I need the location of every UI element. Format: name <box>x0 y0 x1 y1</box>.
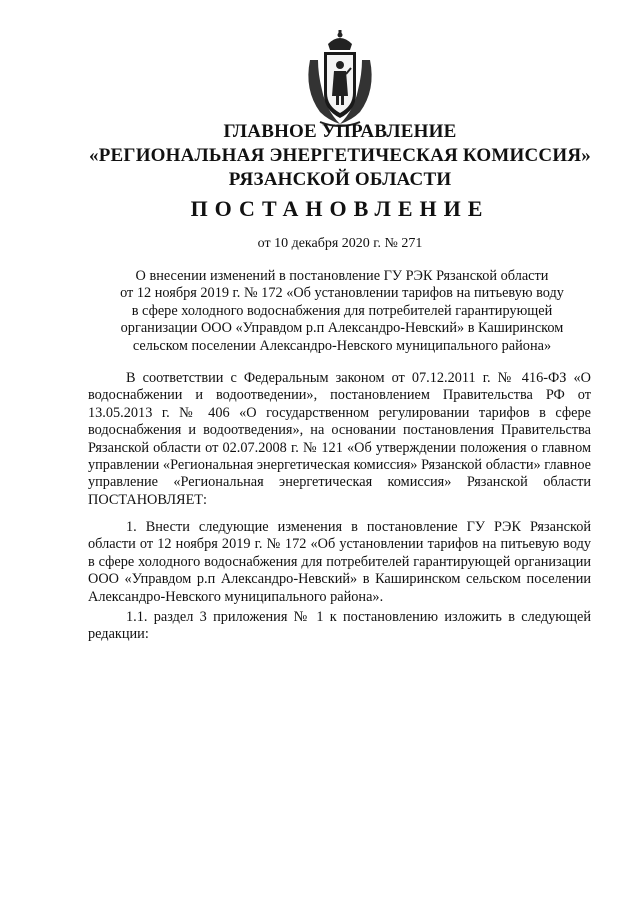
authority-line-3: РЯЗАНСКОЙ ОБЛАСТИ <box>228 169 452 190</box>
subject-line-3: в сфере холодного водоснабжения для потребителей гарантирующей <box>131 302 553 319</box>
preamble-paragraph: В соответствии с Федеральным законом от 07.12.2011 г. № 416-ФЗ «О водоснабжении и водоотведении», постановлением Правительства РФ от 13.05.2013 г. № 406 «О государственном регулировании тарифов в сфере водоснабжения и водоотведения», на основании постановления Правительства Рязанской области от 02.07.2008 г. № 121 «Об утверждении положения о главном управлении «Региональная энергетическая комиссия» Рязанской области» главное управление «Региональная энергетическая комиссия» Рязанской области ПОСТАНОВЛЯЕТ: <box>88 370 591 508</box>
document-subject <box>94 268 590 355</box>
subject-line-4: организации ООО «Управдом р.п Александро-Невский» в Каширинском <box>120 320 564 337</box>
item-1-paragraph: 1. Внести следующие изменения в постановление ГУ РЭК Рязанской области от 12 ноября 2019 г. № 172 «Об установлении тарифов на питьевую воду в сфере холодного водоснабжения для потребителей гарантирующей организации ООО «Управдом р.п Александро-Невский» в Каширинском сельском поселении Александро-Невского муниципального района». <box>88 519 591 605</box>
authority-line-1: ГЛАВНОЕ УПРАВЛЕНИЕ <box>223 121 457 142</box>
date-and-number: от 10 декабря 2020 г. № 271 <box>257 236 423 251</box>
issuing-authority <box>60 120 620 192</box>
ryazan-coat-of-arms-emblem <box>298 30 382 130</box>
subject-line-1: О внесении изменений в постановление ГУ РЭК Рязанской области <box>135 268 549 284</box>
authority-line-2: «РЕГИОНАЛЬНАЯ ЭНЕРГЕТИЧЕСКАЯ КОМИССИЯ» <box>89 145 591 166</box>
subject-line-2: от 12 ноября 2019 г. № 172 «Об установлении тарифов на питьевую воду <box>120 285 564 302</box>
subject-line-5: сельском поселении Александро-Невского муниципального района» <box>132 337 552 354</box>
item-1-1-paragraph: 1.1. раздел 3 приложения № 1 к постановлению изложить в следующей редакции: <box>88 609 591 643</box>
document-type-title: ПОСТАНОВЛЕНИЕ <box>190 196 490 221</box>
